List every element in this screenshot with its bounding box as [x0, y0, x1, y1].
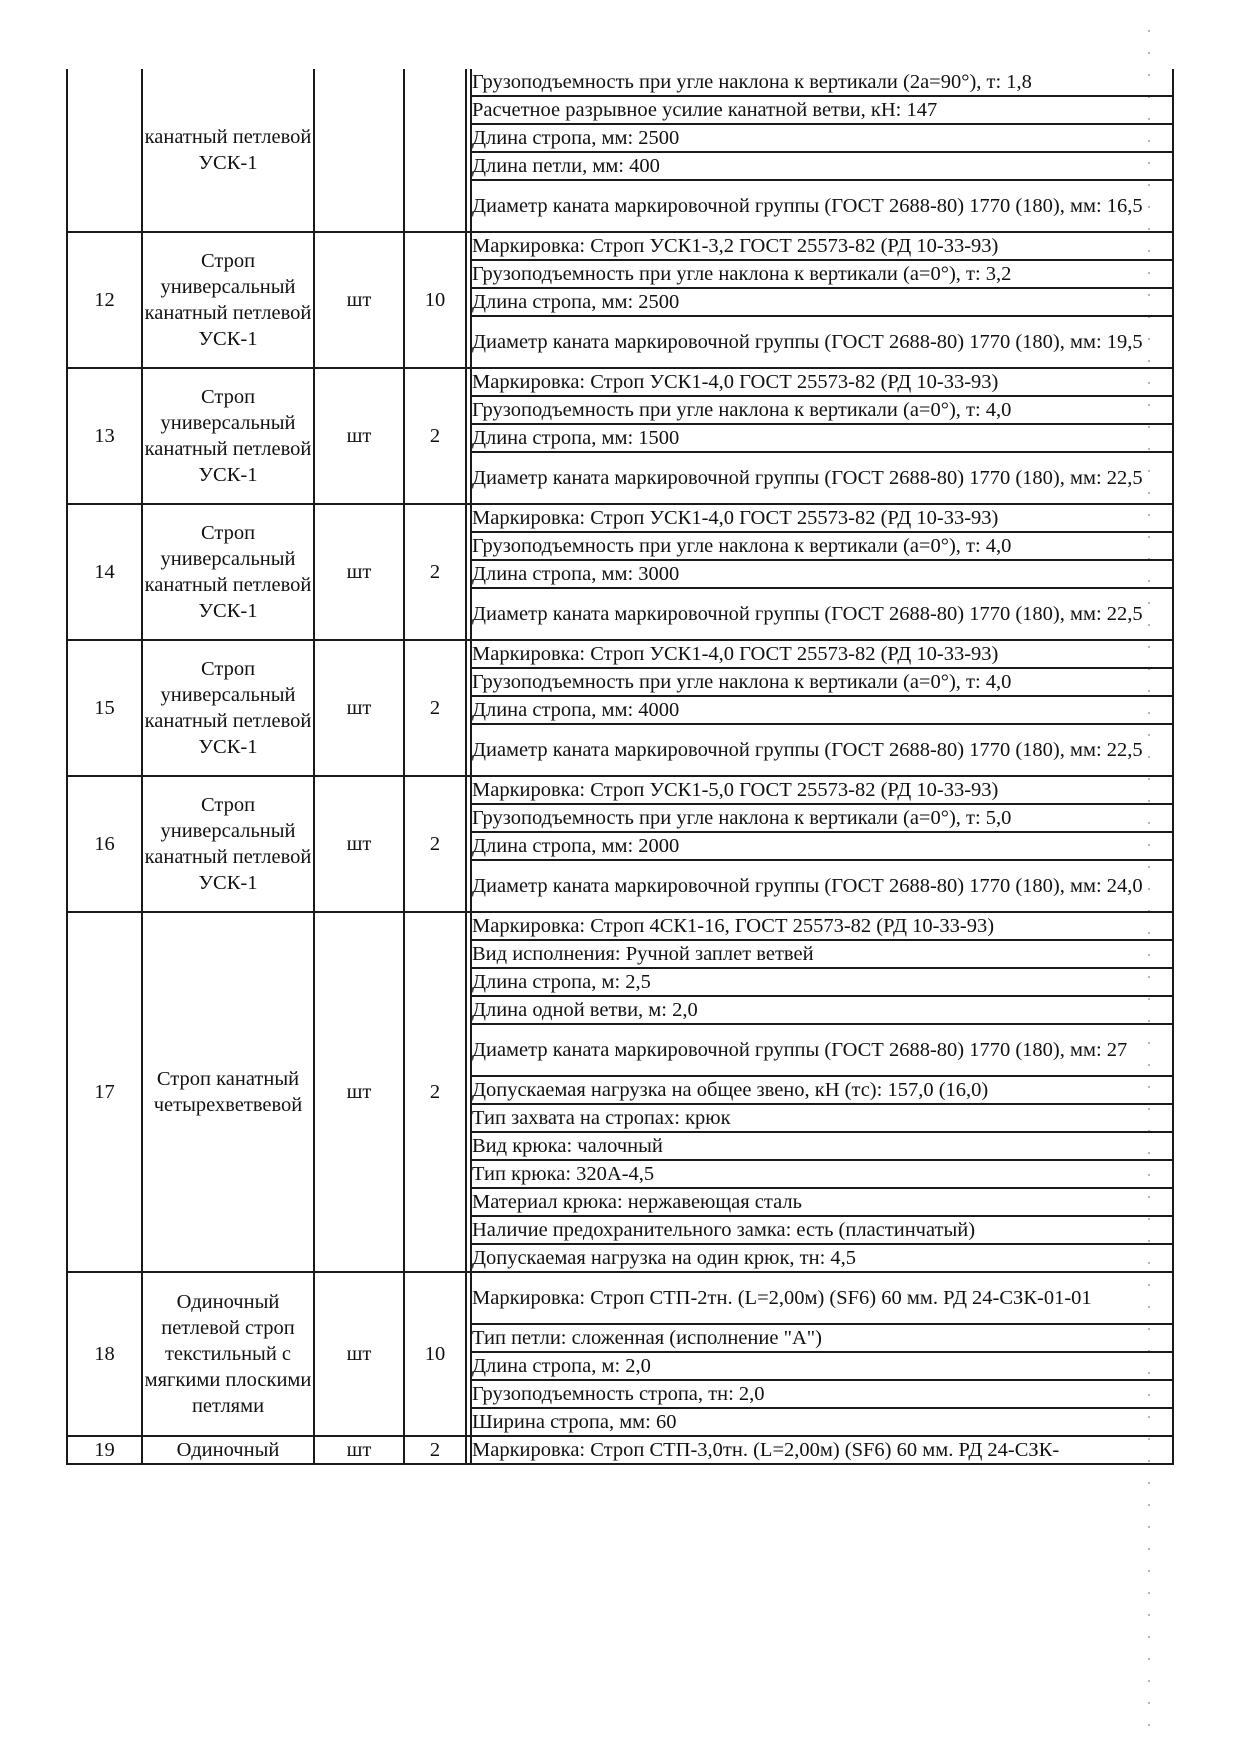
spec-line: Длина стропа, мм: 3000	[471, 560, 1173, 588]
spec-line: Материал крюка: нержавеющая сталь	[471, 1188, 1173, 1216]
quantity-cell	[404, 69, 466, 232]
spec-line: Допускаемая нагрузка на один крюк, тн: 4,5	[471, 1244, 1173, 1272]
item-name: Строп универсальный канатный петлевой УСК-1	[142, 640, 314, 776]
unit-cell: шт	[314, 1272, 404, 1436]
spec-line: Тип петли: сложенная (исполнение "А")	[471, 1324, 1173, 1352]
table-row	[67, 504, 1173, 532]
quantity-cell: 2	[404, 776, 466, 912]
unit-cell	[314, 69, 404, 232]
unit-cell: шт	[314, 640, 404, 776]
quantity-cell: 2	[404, 504, 466, 640]
table-row	[67, 776, 1173, 804]
spec-line: Наличие предохранительного замка: есть (пластинчатый)	[471, 1216, 1173, 1244]
unit-cell: шт	[314, 504, 404, 640]
spec-line: Длина стропа, мм: 2500	[471, 288, 1173, 316]
item-name: Строп универсальный канатный петлевой УСК-1	[142, 776, 314, 912]
spec-line: Вид крюка: чалочный	[471, 1132, 1173, 1160]
spec-table-body	[67, 69, 1173, 1464]
spec-line: Маркировка: Строп УСК1-3,2 ГОСТ 25573-82 (РД 10-33-93)	[471, 232, 1173, 260]
spec-line: Длина одной ветви, м: 2,0	[471, 996, 1173, 1024]
unit-cell: шт	[314, 776, 404, 912]
table-row	[67, 640, 1173, 668]
spec-line: Маркировка: Строп УСК1-5,0 ГОСТ 25573-82 (РД 10-33-93)	[471, 776, 1173, 804]
spec-line: Диаметр каната маркировочной группы (ГОСТ 2688-80) 1770 (180), мм: 22,5	[471, 588, 1173, 640]
item-name: канатный петлевой УСК-1	[142, 69, 314, 232]
spec-line: Грузоподъемность при угле наклона к вертикали (a=0°), т: 5,0	[471, 804, 1173, 832]
quantity-cell: 2	[404, 640, 466, 776]
row-number: 13	[67, 368, 142, 504]
spec-line: Грузоподъемность при угле наклона к вертикали (a=0°), т: 3,2	[471, 260, 1173, 288]
quantity-cell: 2	[404, 1436, 466, 1464]
spec-line: Диаметр каната маркировочной группы (ГОСТ 2688-80) 1770 (180), мм: 24,0	[471, 860, 1173, 912]
spec-line: Маркировка: Строп УСК1-4,0 ГОСТ 25573-82 (РД 10-33-93)	[471, 640, 1173, 668]
spec-line: Длина стропа, мм: 4000	[471, 696, 1173, 724]
unit-cell: шт	[314, 232, 404, 368]
spec-table	[66, 69, 1174, 1465]
spec-line: Грузоподъемность при угле наклона к вертикали (a=0°), т: 4,0	[471, 396, 1173, 424]
spec-line: Маркировка: Строп СТП-2тн. (L=2,00м) (SF6) 60 мм. РД 24-СЗК-01-01	[471, 1272, 1173, 1324]
row-number: 16	[67, 776, 142, 912]
table-row	[67, 69, 1173, 96]
table-row	[67, 232, 1173, 260]
spec-line: Диаметр каната маркировочной группы (ГОСТ 2688-80) 1770 (180), мм: 22,5	[471, 452, 1173, 504]
spec-line: Маркировка: Строп УСК1-4,0 ГОСТ 25573-82 (РД 10-33-93)	[471, 368, 1173, 396]
unit-cell: шт	[314, 1436, 404, 1464]
quantity-cell: 10	[404, 232, 466, 368]
quantity-cell: 2	[404, 368, 466, 504]
spec-line: Длина стропа, м: 2,0	[471, 1352, 1173, 1380]
spec-line: Расчетное разрывное усилие канатной ветви, кН: 147	[471, 96, 1173, 124]
item-name: Одиночный	[142, 1436, 314, 1464]
table-row	[67, 912, 1173, 940]
spec-line: Грузоподъемность при угле наклона к вертикали (2a=90°), т: 1,8	[471, 69, 1173, 96]
table-row	[67, 1436, 1173, 1464]
spec-line: Грузоподъемность стропа, тн: 2,0	[471, 1380, 1173, 1408]
spec-line: Грузоподъемность при угле наклона к вертикали (a=0°), т: 4,0	[471, 668, 1173, 696]
spec-line: Маркировка: Строп СТП-3,0тн. (L=2,00м) (SF6) 60 мм. РД 24-СЗК-	[471, 1436, 1173, 1464]
spec-line: Длина стропа, мм: 1500	[471, 424, 1173, 452]
spec-line: Вид исполнения: Ручной заплет ветвей	[471, 940, 1173, 968]
item-name: Одиночный петлевой строп текстильный с мягкими плоскими петлями	[142, 1272, 314, 1436]
quantity-cell: 2	[404, 912, 466, 1272]
unit-cell: шт	[314, 368, 404, 504]
spec-line: Ширина стропа, мм: 60	[471, 1408, 1173, 1436]
spec-line: Длина петли, мм: 400	[471, 152, 1173, 180]
spec-line: Длина стропа, мм: 2000	[471, 832, 1173, 860]
row-number: 17	[67, 912, 142, 1272]
spec-line: Допускаемая нагрузка на общее звено, кН (тс): 157,0 (16,0)	[471, 1076, 1173, 1104]
row-number: 14	[67, 504, 142, 640]
row-number: 12	[67, 232, 142, 368]
spec-line: Тип крюка: 320А-4,5	[471, 1160, 1173, 1188]
spec-line: Маркировка: Строп 4СК1-16, ГОСТ 25573-82 (РД 10-33-93)	[471, 912, 1173, 940]
item-name: Строп универсальный канатный петлевой УСК-1	[142, 232, 314, 368]
row-number: 19	[67, 1436, 142, 1464]
spec-line: Маркировка: Строп УСК1-4,0 ГОСТ 25573-82 (РД 10-33-93)	[471, 504, 1173, 532]
spec-line: Диаметр каната маркировочной группы (ГОСТ 2688-80) 1770 (180), мм: 19,5	[471, 316, 1173, 368]
row-number: 18	[67, 1272, 142, 1436]
unit-cell: шт	[314, 912, 404, 1272]
spec-line: Тип захвата на стропах: крюк	[471, 1104, 1173, 1132]
spec-line: Длина стропа, м: 2,5	[471, 968, 1173, 996]
item-name: Строп универсальный канатный петлевой УСК-1	[142, 504, 314, 640]
table-row	[67, 368, 1173, 396]
spec-line: Диаметр каната маркировочной группы (ГОСТ 2688-80) 1770 (180), мм: 27	[471, 1024, 1173, 1076]
spec-line: Диаметр каната маркировочной группы (ГОСТ 2688-80) 1770 (180), мм: 22,5	[471, 724, 1173, 776]
table-row	[67, 1272, 1173, 1324]
spec-line: Длина стропа, мм: 2500	[471, 124, 1173, 152]
item-name: Строп канатный четырехветвевой	[142, 912, 314, 1272]
quantity-cell: 10	[404, 1272, 466, 1436]
spec-line: Диаметр каната маркировочной группы (ГОСТ 2688-80) 1770 (180), мм: 16,5	[471, 180, 1173, 232]
row-number: 15	[67, 640, 142, 776]
spec-line: Грузоподъемность при угле наклона к вертикали (a=0°), т: 4,0	[471, 532, 1173, 560]
row-number	[67, 69, 142, 232]
item-name: Строп универсальный канатный петлевой УСК-1	[142, 368, 314, 504]
